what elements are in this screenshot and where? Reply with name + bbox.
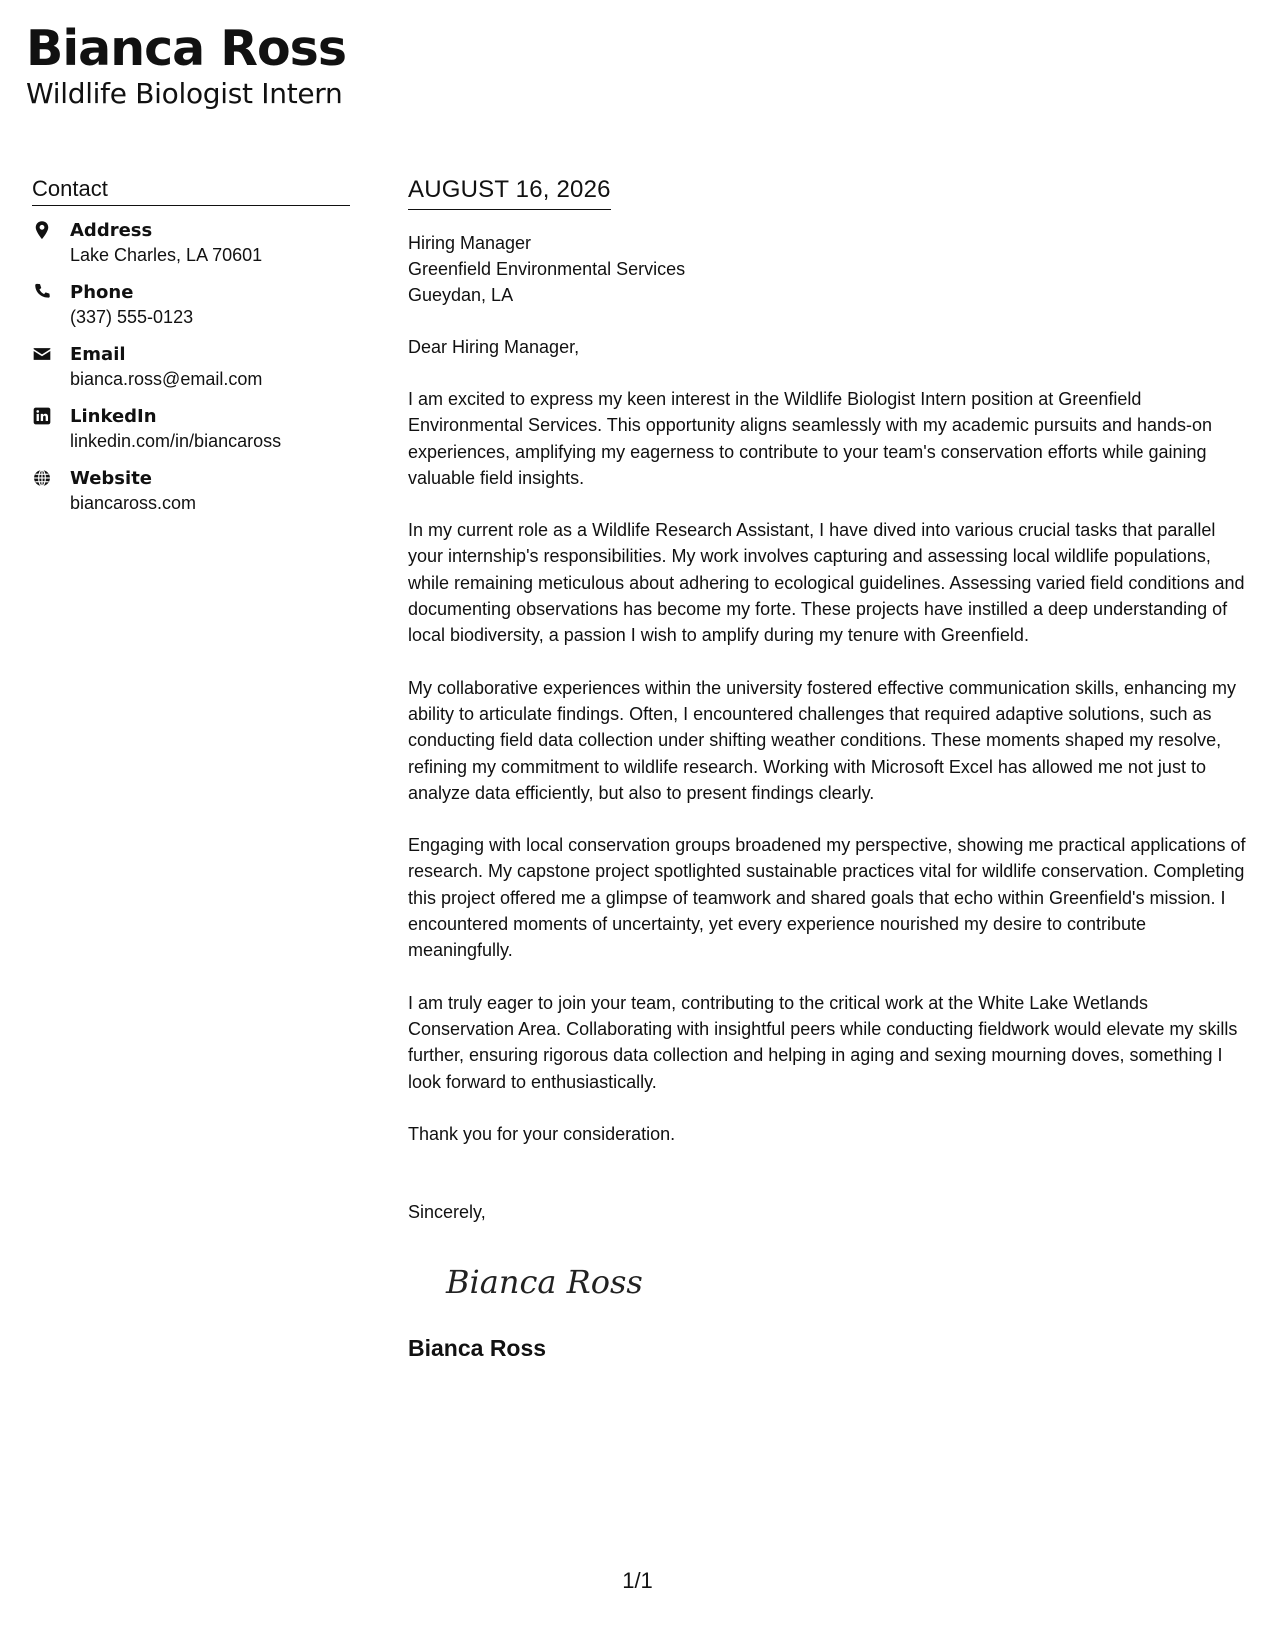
signature-text: Bianca Ross	[446, 1262, 642, 1301]
website-value: biancaross.com	[70, 493, 197, 513]
page-number: 1/1	[622, 1568, 653, 1593]
candidate-role: Wildlife Biologist Intern	[26, 76, 343, 110]
linkedin-value: linkedin.com/in/biancaross	[70, 431, 282, 451]
email-label: Email	[70, 344, 126, 365]
recipient-block	[408, 230, 1248, 308]
letter-body	[408, 176, 1248, 1362]
paragraph-3: My collaborative experiences within the university fostered effective communication skills, enhancing my ability to articulate findings. Often, I encountered challenges that required adaptive solutions, such as conducting field data collection under shifting weather conditions. These moments shaped my resolve, refining my commitment to wildlife research. Working with Microsoft Excel has allowed me not just to analyze data efficiently, but also to present findings clearly.	[408, 677, 1237, 803]
recipient-company: Greenfield Environmental Services	[408, 259, 686, 279]
email-value: bianca.ross@email.com	[70, 369, 263, 389]
contact-sidebar	[32, 176, 350, 528]
recipient-location: Gueydan, LA	[408, 285, 514, 305]
handwritten-signature	[442, 1253, 642, 1313]
letter-date-block	[408, 176, 611, 210]
letter-date: AUGUST 16, 2026	[408, 176, 611, 203]
contact-linkedin	[32, 404, 350, 454]
paragraph-1: I am excited to express my keen interest in the Wildlife Biologist Intern position at Greenfield Environmental Services. This opportunity aligns seamlessly with my academic pursuits and hands-on experiences, amplifying my eagerness to contribute to your team's conservation efforts while gaining valuable field insights.	[408, 389, 1213, 488]
website-label: Website	[70, 468, 153, 489]
paragraph-5: I am truly eager to join your team, contributing to the critical work at the White Lake Wetlands Conservation Area. Collaborating with insightful peers while conducting fieldwork would elevate my skills further, ensuring rigorous data collection and helping in aging and sexing mourning doves, something I look forward to enthusiastically.	[408, 992, 1238, 1092]
header	[26, 22, 346, 110]
candidate-name: Bianca Ross	[26, 20, 346, 77]
globe-icon	[32, 466, 70, 488]
recipient-name: Hiring Manager	[408, 233, 532, 253]
paragraph-4: Engaging with local conservation groups broadened my perspective, showing me practical applications of research. My capstone project spotlighted sustainable practices vital for wildlife conservation. Completing this project offered me a glimpse of teamwork and shared goals that echo within Greenfield's mission. I encountered moments of uncertainty, yet every experience nourished my desire to contribute meaningfully.	[408, 835, 1246, 961]
address-value: Lake Charles, LA 70601	[70, 245, 263, 265]
contact-address	[32, 218, 350, 268]
phone-label: Phone	[70, 282, 134, 303]
contact-phone	[32, 280, 350, 330]
address-label: Address	[70, 220, 153, 241]
greeting: Dear Hiring Manager,	[408, 337, 580, 357]
envelope-icon	[32, 342, 70, 364]
contact-email	[32, 342, 350, 392]
map-pin-icon	[32, 218, 70, 240]
contact-title: Contact	[32, 176, 350, 206]
phone-value: (337) 555-0123	[70, 307, 194, 327]
closing-line: Thank you for your consideration.	[408, 1123, 676, 1144]
phone-icon	[32, 280, 70, 302]
paragraph-2: In my current role as a Wildlife Research Assistant, I have dived into various crucial tasks that parallel your internship's responsibilities. My work involves capturing and assessing local wildlife populations, while remaining meticulous about adhering to ecological guidelines. Assessing varied field conditions and documenting observations has become my forte. These projects have instilled a deep understanding of local biodiversity, a passion I wish to amplify during my tenure with Greenfield.	[408, 520, 1245, 646]
linkedin-icon	[32, 404, 70, 426]
signoff: Sincerely,	[408, 1201, 486, 1222]
linkedin-label: LinkedIn	[70, 406, 157, 427]
signer-name: Bianca Ross	[408, 1334, 547, 1361]
contact-website	[32, 466, 350, 516]
